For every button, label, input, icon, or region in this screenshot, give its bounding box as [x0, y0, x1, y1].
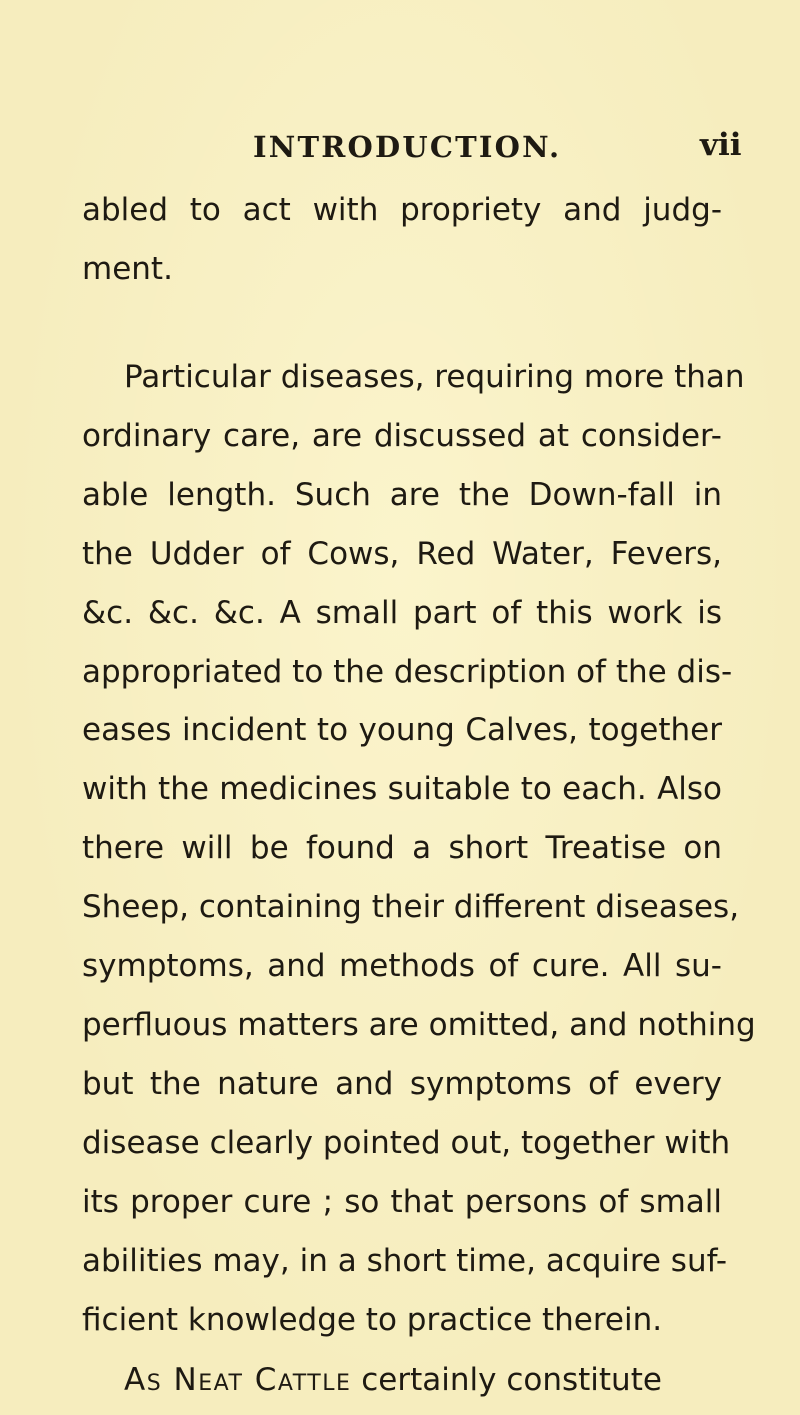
text-line: Sheep, containing their different diseases,	[82, 889, 740, 925]
text-line-rest: certainly constitute	[351, 1362, 662, 1398]
text-line: but the nature and symptoms of every	[82, 1066, 722, 1102]
text-line: abled to act with propriety and judg-	[82, 192, 722, 228]
small-caps-phrase: As Neat Cattle	[124, 1362, 352, 1398]
paragraph-first-line: Particular diseases, requiring more than	[124, 359, 745, 395]
text-line: ordinary care, are discussed at consider-	[82, 418, 722, 454]
text-line: symptoms, and methods of cure. All su-	[82, 948, 722, 984]
text-line: disease clearly pointed out, together with	[82, 1125, 731, 1161]
running-head-title: INTRODUCTION.	[253, 130, 562, 164]
text-line: there will be found a short Treatise on	[82, 830, 722, 866]
text-line: the Udder of Cows, Red Water, Fevers,	[82, 536, 722, 572]
running-head	[0, 128, 800, 168]
text-line: &c. &c. &c. A small part of this work is	[82, 595, 722, 631]
page-number: vii	[700, 127, 742, 163]
text-line: perfluous matters are omitted, and nothing	[82, 1007, 756, 1043]
text-line: ment.	[82, 251, 173, 287]
text-line: able length. Such are the Down-fall in	[82, 477, 722, 513]
paragraph-first-line	[124, 1361, 764, 1399]
text-line: eases incident to young Calves, together	[82, 712, 722, 748]
text-line: with the medicines suitable to each. Also	[82, 771, 722, 807]
text-line: abilities may, in a short time, acquire suf-	[82, 1243, 728, 1279]
text-line: ficient knowledge to practice therein.	[82, 1302, 663, 1338]
text-line: appropriated to the description of the dis-	[82, 654, 733, 690]
text-line: its proper cure ; so that persons of small	[82, 1184, 722, 1220]
